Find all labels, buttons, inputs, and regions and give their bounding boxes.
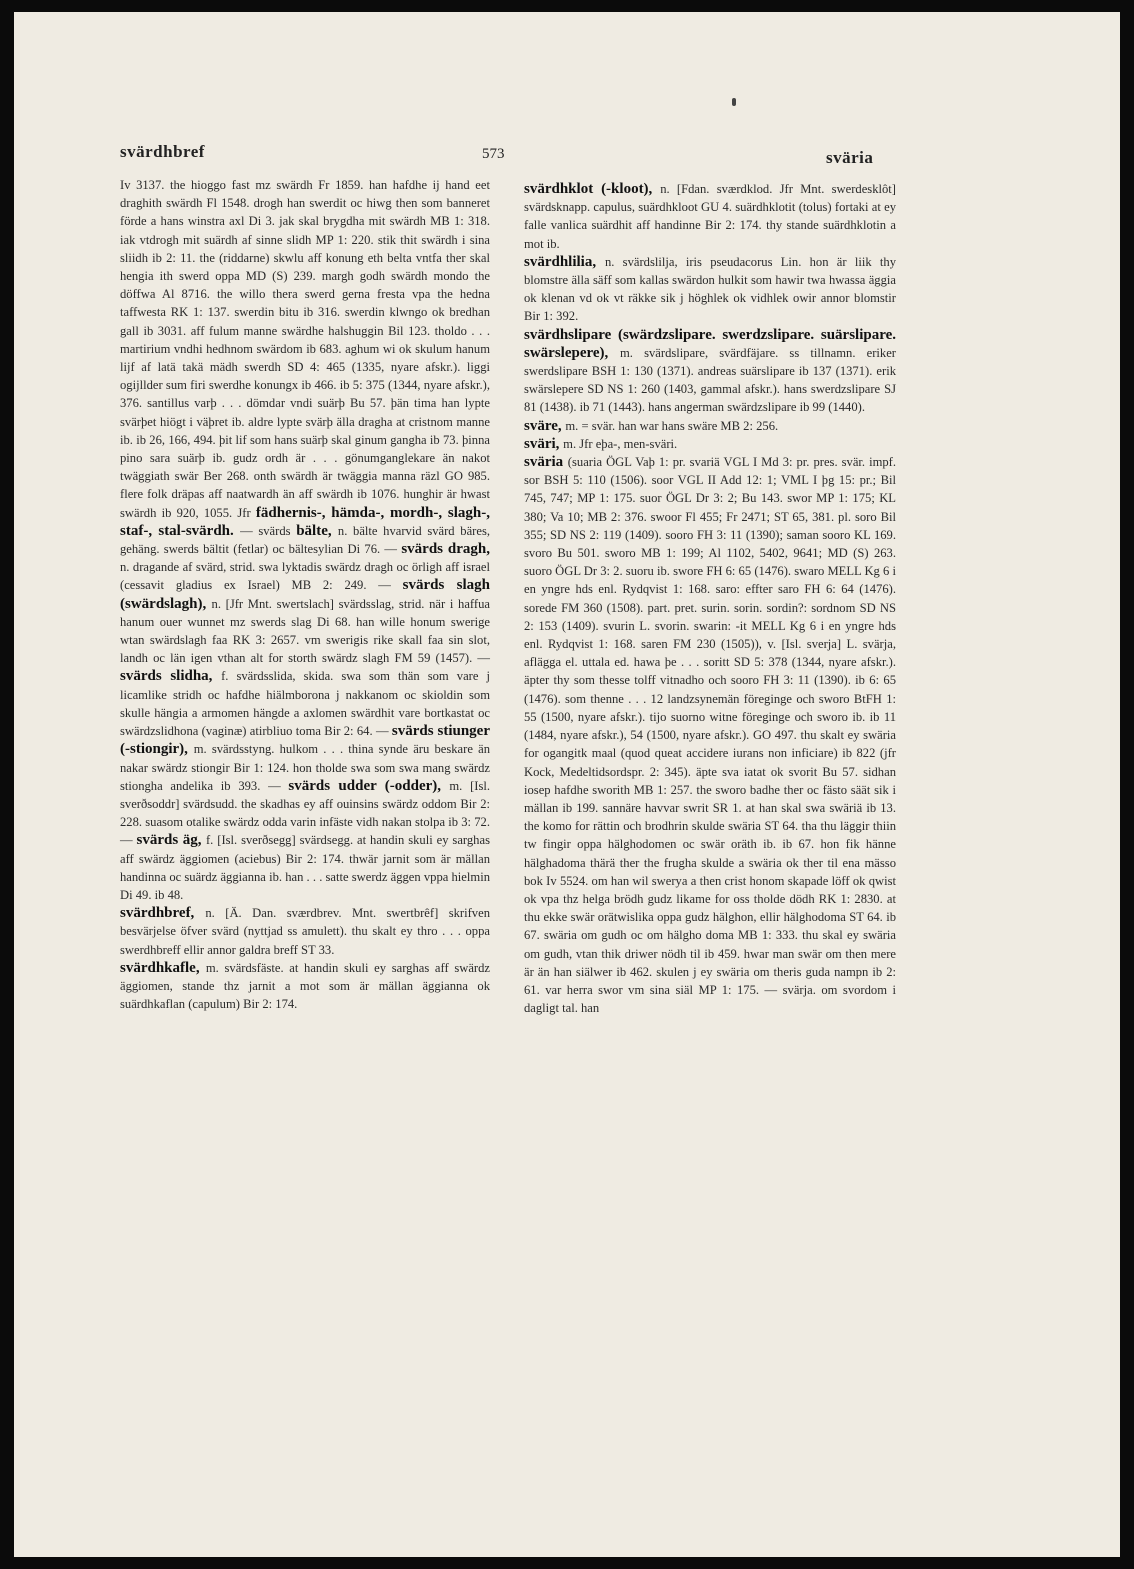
entry-text: m. svärdslipare, svärdfäjare. ss tillnamn. eriker swerdslipare BSH 1: 130 (1371). andreas suärslipare ib 137 (1371). erik swärslepere SD NS 1: 260 (1403, gammal afskr.). hans swerdzslipare SJ 81 (1438). ib 71 (1443). hans angerman swärdzslipare ib 99 (1440).	[524, 345, 896, 415]
headword: svärdhslipare (swärdzslipare. swerdzslipare. suärslipare. swärslepere),	[524, 326, 896, 361]
page-number: 573	[482, 146, 505, 162]
right-column	[524, 180, 896, 1017]
entry-text: n. bälte hvarvid svärd bäres, gehäng. swerds bältit (fetlar) oc bältesylian Di 76. —	[120, 523, 491, 557]
headword: svärds slidha,	[120, 668, 222, 685]
headword: sväre,	[524, 417, 566, 434]
ink-mark	[732, 98, 736, 106]
entry-svare	[524, 417, 896, 435]
dash: — svärds	[240, 523, 297, 538]
headword: sväria	[524, 454, 568, 471]
entry-text: n. dragande af svärd, strid. swa lyktadis swärdz dragh oc örligh aff israel (cessavit gladius ex Israel) MB 2: 249. —	[120, 560, 490, 593]
cross-reference: fädhernis-, hämda-, mordh-, slagh-, staf-, stal-svärdh.	[120, 504, 491, 539]
headword: bälte,	[296, 522, 338, 539]
entry-text: (suaria ÖGL Vaþ 1: pr. svariä VGL I Md 3: pr. pres. svär. impf. sor BSH 5: 110 (1506). soor VGL II Add 12: 1; VML I þg 15: pr.; Bil 745, 747; MP 1: 175. suor ÖGL Dr 3: 2; Bu 143. swor MP 1: 175; KL 380; Va 10; MB 2: 376. swoor Fl 455; Fr 2471; ST 65, 381. pl. soro Bil 355; SD NS 2: 119 (1409). sooro FH 3: 11 (1390); saman sooro KL 169. svoro Bu 501. sworo MB 1: 199; Al 1102, 5402, 9641; MD (S) 263. suoro ÖGL Dr 3: 2. suoru ib. swore FH 6: 65 (1476). swaro MELL Kg 6 i en yngre hds enl. Rydqvist 1: 168. saro: effter saro FH 6: 64 (1476). sorede FM 360 (1508). part. pret. surin. sorin. sordin?: sordnom SD NS 2: 153 (1409). svurin L. svorin. swarin: -it MELL Kg 6 i en yngre hds enl. Rydqvist 1: 168. saren FM 230 (1505)), v. [Isl. sverja] L. svärja, aflägga el. uttala ed. hawa þe . . . soritt SD 5: 378 (1344, nyare afskr.). äpter thy som thesse tolff vitnadho och sooro FH 3: 11 (1390). ib 6: 65 (1476). som thenne . . . 12 landzsynemän föreginge och sworo BtFH 1: 55 (1500, nyare afskr.). tijo suorno witne föreginge och sworo ib. ib 11 (1484, nyare afskr.), 54 (1500, nyare afskr.). GO 497. thu skalt ey swäria for ogangitk maal (quod queat accidere iurans non inficiare) ib 822 (jfr Kock, Medeltidsordspr. 2: 345). äpte sva iatat ok svorit Bu 57. sidhan iosep hafdhe sworith MB 1: 257. the sworo badhe ther oc fästo säät sik i mällan ib 199. sannäre havvar swrit SR 1. at han skal swa swäriä ib 13. the komo for rättin och brodhrin skulde swäria ST 64. tha thu läggir thiin tw fingir oppa hälghodomen oc swär oräth ib. ib 67. hon fik hänne hälghadoma thärä ther the frugha skulde a swäria ok ther til ena mässo bok Iv 5524. om han wil swerya a then crist honom skapade löff ok qwist ok vpa thz helga brödh gudz likame for oss tholde dödh RK 1: 2830. at thu ekke swär orätwislika oppa gudz hälghon, ellir hälghodoma ST 64. ib 67. swäria om gudh oc om hälgho doma MB 1: 333. thu skal ey swäria om gudh, vtan thik driwer nödh til ib 459. hwar man swär om then mere är än han siälwer ib 462. skulen j ey swäria om theris guda nampn ib 2: 61. var herra swor vm sina siäl MP 1: 175. — svärja. om svordom i dagligt tal. han	[524, 455, 897, 1016]
headword: svärds slagh (swärdslagh),	[120, 577, 490, 612]
entry-text: n. svärdslilja, iris pseudacorus Lin. hon är liik thy blomstre älla säff som kallas swärdon hulkit som hawir twa hwassa äggia ok klenan vd ok vt räkke sik j höghlek ok vidhlek owir annor blomstir Bir 1: 392.	[524, 254, 896, 324]
headword: svärdhbref,	[120, 905, 206, 922]
headword: sväri,	[524, 435, 564, 452]
headword: svärds äg,	[136, 832, 206, 849]
entry-text: f. svärdsslida, skida. swa som thän som vare j licamlike stridh oc hafdhe hiälmborona j nakkanom oc skioldin som skulle hängia a armomen hängde a axlomen swärdhit vare bortkastat oc swärdzslidhona (vaginæ) atirbliuo toma Bir 2: 64. —	[120, 669, 490, 739]
entry-text: m. [Isl. sverðsoddr] svärdsudd. the skadhas ey aff ouinsins swärdz oddom Bir 2: 228. suasom otalike swärdz odda varin infäste vidh nakan stolpa ib 3: 72. —	[120, 778, 490, 848]
headword: svärdhklot (-kloot),	[524, 181, 661, 197]
dictionary-page	[14, 12, 1120, 1557]
entry-svardhlilia	[524, 253, 896, 326]
entry-text: n. [Fdan. sværdklod. Jfr Mnt. swerdesklôt] svärdsknapp. capulus, suärdhkloot GU 4. suärdhklotit (tolus) fortaki at ey falle vanlica suärdhit aff handinne Bir 2: 174. thy stande suärdhklotin a mot ib.	[524, 182, 896, 251]
running-head-left: svärdhbref	[120, 142, 205, 161]
headword: svärds stiunger (-stiongir),	[120, 723, 490, 758]
headword: svärdhlilia,	[524, 253, 605, 270]
entry-text: m. = svär. han war hans swäre MB 2: 256.	[565, 418, 779, 433]
entry-svardhslipare	[524, 326, 896, 417]
entry-continuation	[120, 176, 490, 904]
entry-svardhklot	[524, 180, 896, 253]
entry-svari	[524, 435, 896, 453]
entry-text: Iv 3137. the hioggo fast mz swärdh Fr 1859. han hafdhe ij hand eet draghith swärdh Fl 1548. drogh han swerdit oc hiwg then som banneret förde a hans winstra axl Di 3. jak skal brygdha mit swärdh MB 1: 318. iak vtdrogh mit suärdh af sinne slidh MP 1: 220. stik thit swärdh i sina sliidh ib 2: 11. the (riddarne) skwlu aff konung eth belta vntfa ther skal hengia ith swerd oppa MD (S) 239. margh godh swärdh mondo the döffwa Al 8716. the willo thera swerd gerna fresta vpa the hedna taffwesta RK 1: 137. swerdin bitu ib 316. swerdin klwngo ok bredhan gall ib 3031. aff fulum manne swärdhe halshuggin Bil 123. tholdo . . . martirium vndhi hedhnom swärdom ib 683. aghum wi ok skulum hanum lijf af latä takä mädh swerdh SD 4: 465 (1335, nyare afskr.). liggi ogijllder sum firi swerdhe konungx ib 466. ib 5: 375 (1344, nyare afskr.), 376. santillus varþ . . . dömdar vndi suärþ Bu 57. þän tima han lypte svärþet hiögt i väþret ib. aldre lypte svärþ älla dragha at cristnom manne ib. ib 26, 166, 494. þit lif som hans suärþ skal ginum gangha ib 73. þinna pino sara suärþ ib. gudz ordh är . . . gönumganglekare än nakot twäggiath swär Ber 268. onth swärdh är twäggia manna räzl GO 985. flere folk dräpas aff naatwardh än aff swärdh ib 1076. hunghir är hwast swärdh ib 920, 1055. Jfr	[120, 178, 490, 520]
running-head-right: sväria	[826, 148, 874, 167]
headword: svärdhkafle,	[120, 959, 206, 976]
entry-svardhkafle	[120, 959, 490, 1014]
entry-text: n. [Ä. Dan. sværdbrev. Mnt. swertbrêf] skrifven besvärjelse öfver svärd (nyttjad ss amulett). thu skalt ey thro . . . oppa swerdhbreff ellir annor galdra breff ST 33.	[120, 906, 490, 957]
entry-text: m. svärdsfäste. at handin skuli ey sarghas aff swärdz äggiomen, stande thz jarnit a mot som är mällan äggianna ok suärdhkaflan (capulum) Bir 2: 174.	[120, 960, 491, 1012]
left-column	[120, 176, 490, 1013]
entry-svardhbref	[120, 904, 490, 959]
entry-text: f. [Isl. sverðsegg] svärdsegg. at handin skuli ey sarghas aff swärdz äggiomen (aciebus) Bir 2: 174. thwär jarnit som är mällan handinna oc suärdz äggianna ib. han . . . satte swerdz äggen vppa hielmin Di 49. ib 48.	[120, 833, 490, 902]
entry-svaria	[524, 453, 896, 1017]
entry-text: m. svärdsstyng. hulkom . . . thina synde äru beskare än nakar swärdz stiongir Bir 1: 124. hon tholde swa som swa mang swärdz stiongha andelika ib 393. —	[120, 742, 490, 793]
entry-text: n. [Jfr Mnt. swertslach] svärdsslag, strid. när i haffua hanum ouer wunnet mz swerds slag Di 68. han wille honum swerige wtan swärdslagh faa RK 3: 2657. vm swerigis rike skall faa sin slot, landh oc län igen vthan alt for storth swärdz slagh FM 59 (1457). —	[120, 596, 490, 666]
headword: svärds dragh,	[401, 541, 490, 558]
headword: svärds udder (-odder),	[288, 777, 450, 794]
entry-text: m. Jfr eþa-, men-sväri.	[563, 436, 678, 451]
